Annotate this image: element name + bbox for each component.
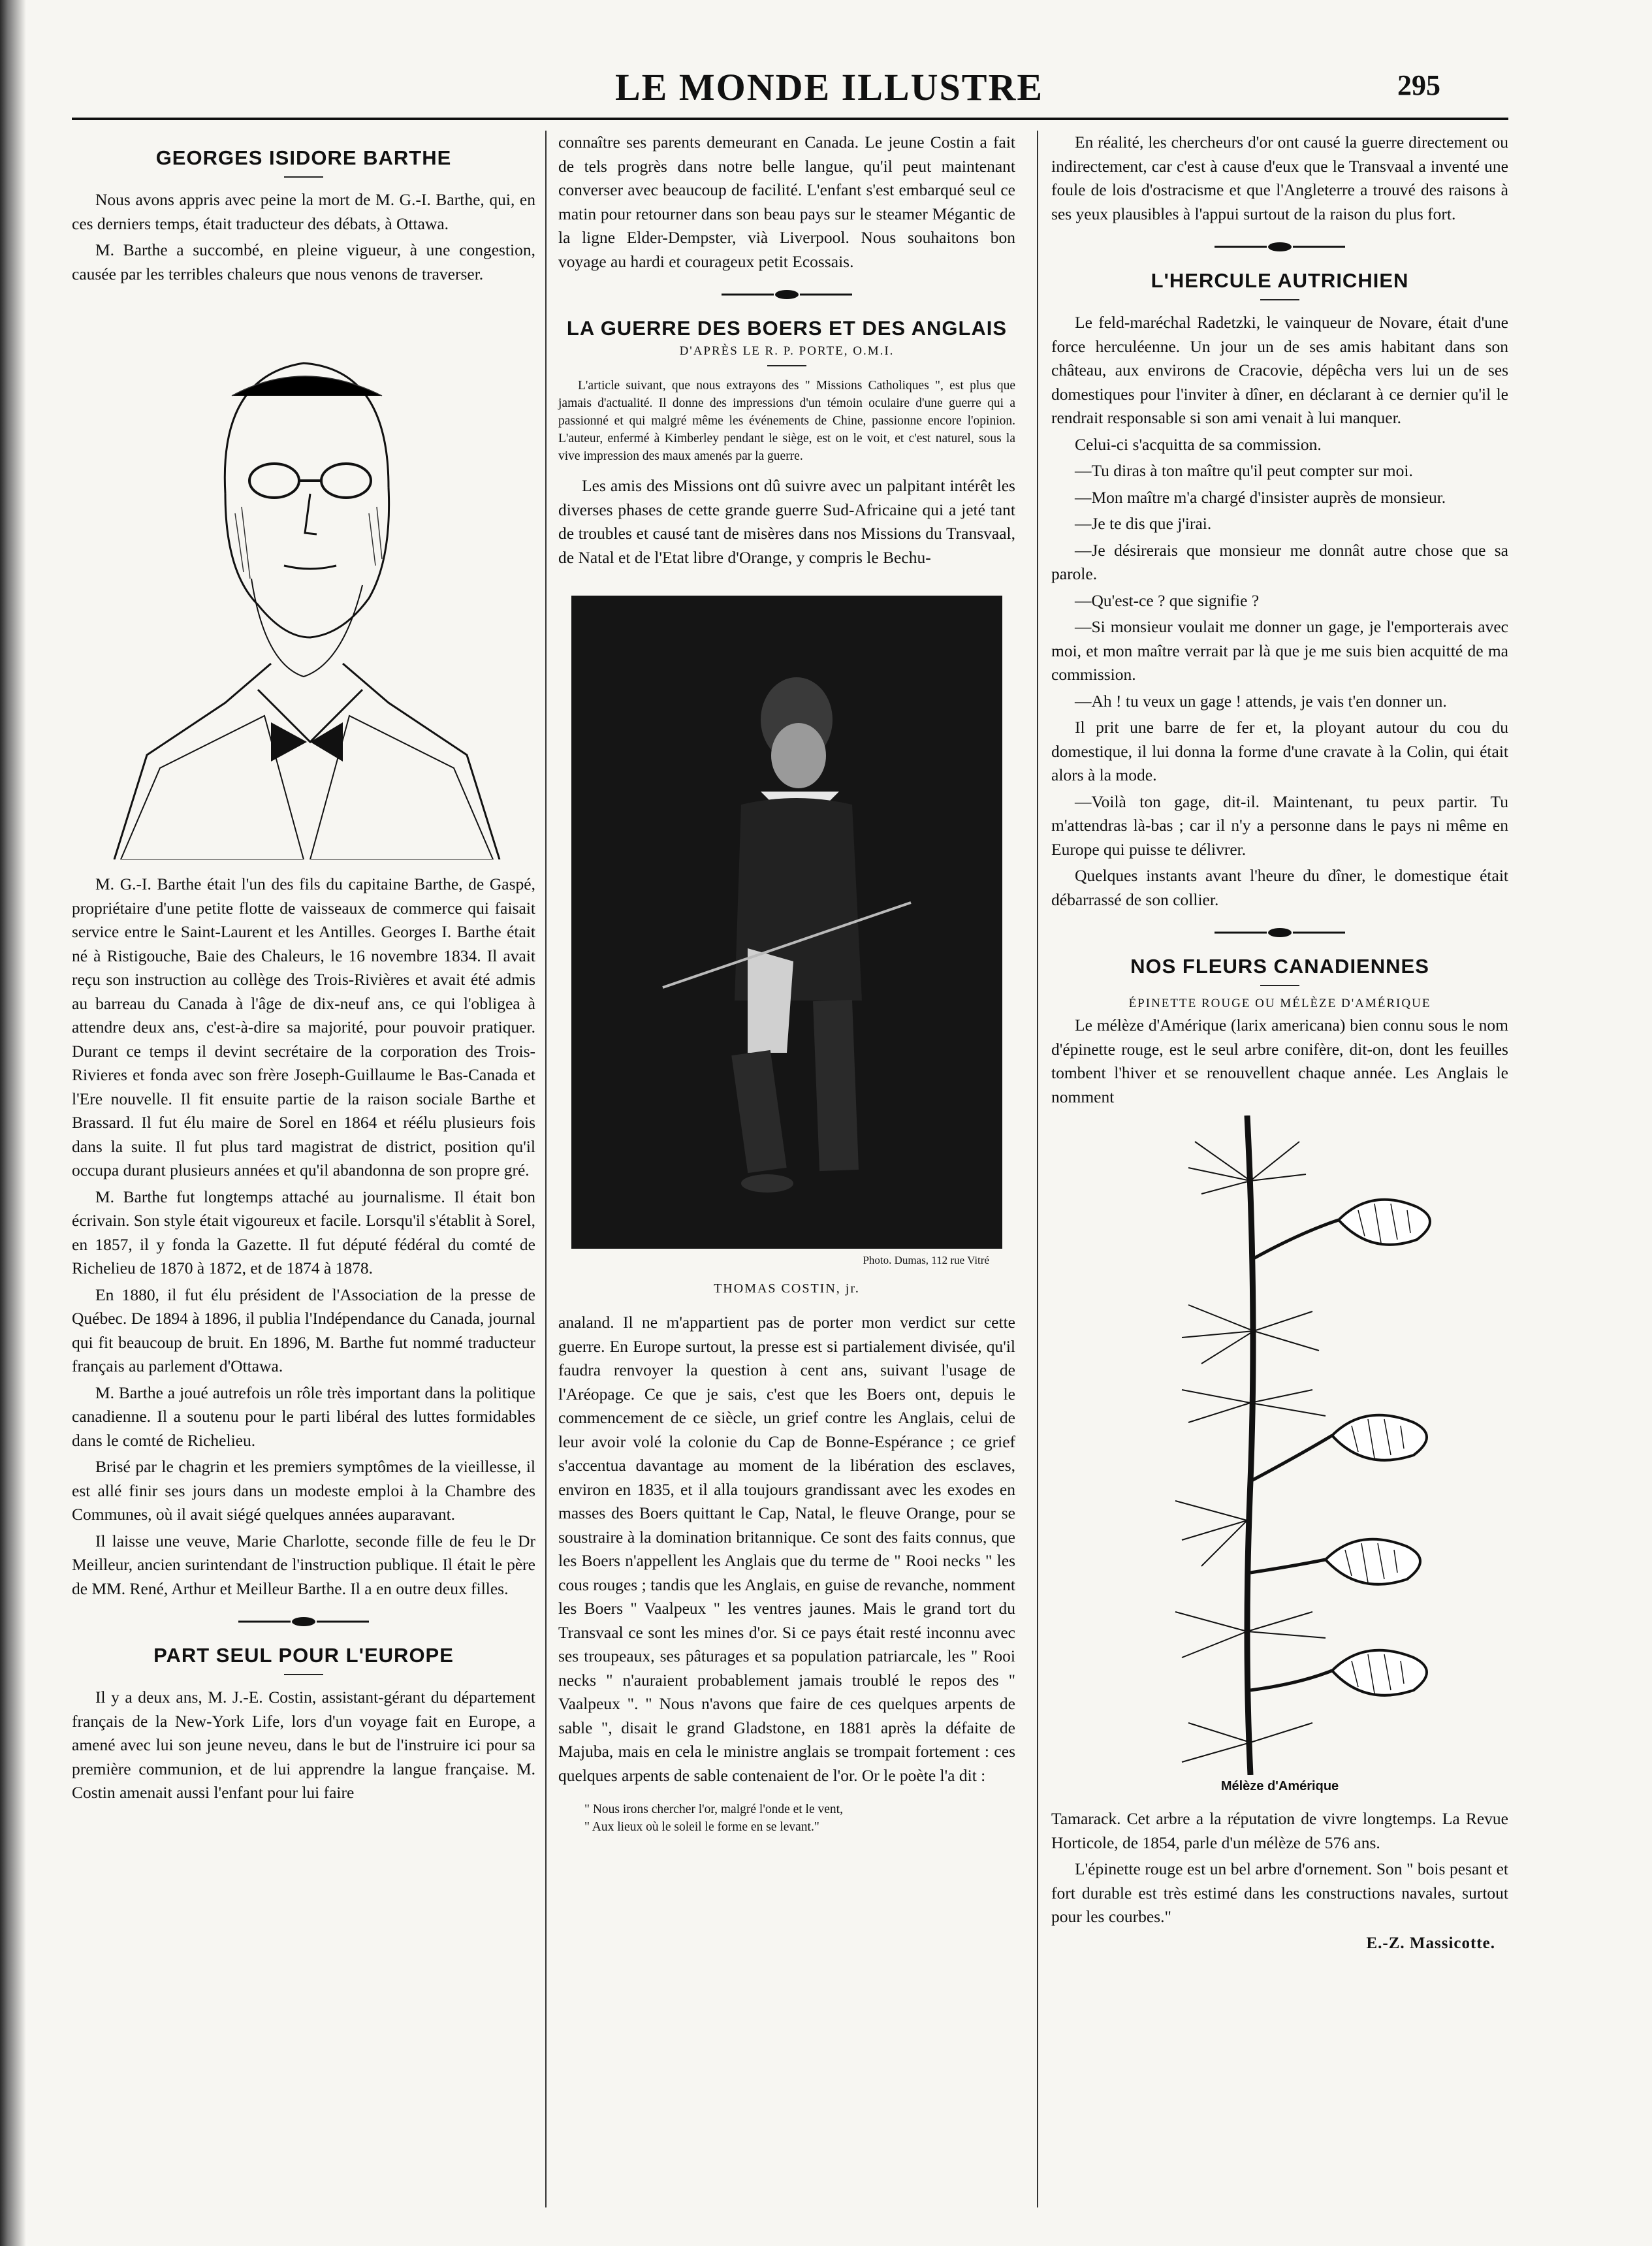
paragraph: analand. Il ne m'appartient pas de porter mon verdict sur cette guerre. En Europe surtout, la presse est si partialement divisée, qu'il faudra renvoyer la question à cent ans, suivant l'usage de l'Aréopage. Ce que je sais, c'est que les Boers ont, depuis le commencement de ce siècle, un grief contre les Anglais, celui de leur avoir volé la colonie du Cap de Bonne-Espérance ; ce grief s'accentua davantage au moment de la libération des esclaves, environ en 1835, et il alla toujours grandissant avec les exodes en masses des Boers quittant le Cap, Natal, le fleuve Orange, pour se soustraire à la domination britannique. Ce sont des faits connus, que les Boers n'appellent les Anglais que du terme de " Rooi necks " les cous rouges ; tandis que les Anglais, en guise de revanche, nomment les Boers " Vaalpeux " les ventres jaunes. Mais le grand tort du Transvaal ce sont les mines d'or. Si ce pays était resté inconnu avec ses troupeaux, ses pâturages et sa population patriarcale, les " Rooi necks " n'auraient probablement jamais troublé le repos des " Vaalpeux ". " Nous n'avons que faire de ces quelques arpents de sable ", disait le grand Gladstone, en 1881 après la défaite de Majuba, mais en cela le ministre anglais se trompait fortement : ces quelques arpents de sable contenaient de l'or. Or le poète l'a dit : bbox=[558, 1313, 1015, 1785]
paragraph: —Je te dis que j'irai. bbox=[1075, 514, 1212, 533]
paragraph: Il prit une barre de fer et, la ployant autour du cou du domestique, il lui donna la forme d'une cravate à la Colin, qui était alors à la mode. bbox=[1051, 718, 1508, 784]
title-dash bbox=[767, 365, 806, 366]
ornament-divider bbox=[1208, 926, 1352, 939]
photo-caption: THOMAS COSTIN, jr. bbox=[714, 1281, 860, 1296]
binding-edge bbox=[0, 0, 26, 2246]
article-title-hercule: L'HERCULE AUTRICHIEN bbox=[1151, 269, 1409, 292]
verse-line: " Nous irons chercher l'or, malgré l'onde et le vent, bbox=[584, 1803, 843, 1816]
paragraph: Il laisse une veuve, Marie Charlotte, seconde fille de feu le Dr Meilleur, ancien surintendant de l'instruction publique. Il était le père de MM. René, Arthur et Meilleur Barthe. Il a en outre deux filles. bbox=[72, 1531, 535, 1598]
photograph-boy bbox=[571, 596, 1002, 1249]
paragraph: Quelques instants avant l'heure du dîner, le domestique était débarrassé de son collier. bbox=[1051, 866, 1508, 909]
article-subtitle: D'APRÈS LE R. P. PORTE, O.M.I. bbox=[679, 344, 895, 358]
photo-credit: Photo. Dumas, 112 rue Vitré bbox=[863, 1254, 989, 1266]
ornament-divider bbox=[232, 1615, 375, 1628]
paragraph: —Ah ! tu veux un gage ! attends, je vais t'en donner un. bbox=[1075, 691, 1447, 711]
masthead: LE MONDE ILLUSTRE bbox=[614, 66, 1044, 108]
paragraph: —Voilà ton gage, dit-il. Maintenant, tu peux partir. Tu m'attendras là-bas ; car il n'y a personne dans le pays ni même en Europe qui puisse te délivrer. bbox=[1051, 792, 1508, 859]
figure-caption: Mélèze d'Amérique bbox=[1220, 1779, 1339, 1793]
paragraph: M. Barthe a succombé, en pleine vigueur, à une congestion, causée par les terribles chaleurs que nous venons de traverser. bbox=[72, 240, 535, 283]
verse-line: " Aux lieux où le soleil le forme en se levant." bbox=[584, 1820, 819, 1834]
paragraph: Celui-ci s'acquitta de sa commission. bbox=[1075, 434, 1322, 454]
paragraph: —Si monsieur voulait me donner un gage, je l'emporterais avec moi, et mon maître verrait par là que je me suis bien acquitté de ma commission. bbox=[1051, 617, 1508, 684]
paragraph: M. Barthe a joué autrefois un rôle très important dans la politique canadienne. Il a soutenu pour le parti libéral des luttes formidables dans le comté de Richelieu. bbox=[72, 1383, 535, 1450]
photo-frame bbox=[571, 596, 1002, 1275]
column-1 bbox=[72, 131, 535, 1808]
paragraph: —Tu diras à ton maître qu'il peut compter sur moi. bbox=[1075, 461, 1413, 480]
paragraph: Il y a deux ans, M. J.-E. Costin, assistant-gérant du département français de la New-York Life, lors d'un voyage fait en Europe, a amené avec lui son jeune neveu, dans le but de l'instruire ici pour sa première communion, et de lui apprendre la langue française. M. Costin amenait aussi l'enfant pour lui faire bbox=[72, 1688, 535, 1802]
title-dash bbox=[284, 176, 323, 178]
article-subtitle: ÉPINETTE ROUGE OU MÉLÈZE D'AMÉRIQUE bbox=[1128, 997, 1431, 1010]
column-3 bbox=[1051, 131, 1508, 1953]
ornament-divider bbox=[715, 288, 859, 301]
paragraph: M. G.-I. Barthe était l'un des fils du capitaine Barthe, de Gaspé, propriétaire d'une petite flotte de vaisseaux de commerce qui faisait service entre le Saint-Laurent et les Antilles. Georges I. Barthe était né à Ristigouche, Baie des Chaleurs, le 16 novembre 1834. Il avait reçu son instruction au collège des Trois-Rivières et avait été admis au barreau du Canada à l'âge de dix-neuf ans, ce qui l'obligea à attendre deux ans, c'est-à-dire sa majorité, pour pouvoir pratiquer. Durant ce temps il devint secrétaire de la corporation des Trois-Rivieres et fonda avec son frère Joseph-Guillaume le Bas-Canada et l'Ere nouvelle. Il fit ensuite partie de la raison sociale Barthe et Brassard. Il fut élu maire de Sorel en 1864 et réélu plusieurs fois dans la suite. Il fut plus tard magistrat de district, position qu'il occupa durant plusieurs années et qu'il abandonna de son propre gré. bbox=[72, 874, 535, 1179]
portrait-engraving bbox=[95, 298, 513, 859]
paragraph: Nous avons appris avec peine la mort de M. G.-I. Barthe, qui, en ces derniers temps, était traducteur des débats, à Ottawa. bbox=[72, 190, 535, 233]
column-2 bbox=[558, 131, 1015, 1836]
article-title-europe: PART SEUL POUR L'EUROPE bbox=[153, 1644, 454, 1667]
article-title-fleurs: NOS FLEURS CANADIENNES bbox=[1130, 955, 1429, 978]
paragraph: En réalité, les chercheurs d'or ont causé la guerre directement ou indirectement, car c'est à cause d'eux que le Transvaal a inventé une foule de lois d'ostracisme et que l'Angleterre a trouvé des raisons à ses yeux plausibles à l'appui surtout de la raison du plus fort. bbox=[1051, 133, 1508, 223]
paragraph: M. Barthe fut longtemps attaché au journalisme. Il était bon écrivain. Son style était vigoureux et facile. Lorsqu'il s'établit à Sorel, en 1857, il y fonda la Gazette. Il fut député fédéral du comté de Richelieu de 1870 à 1872, et de 1874 à 1878. bbox=[72, 1187, 535, 1277]
header-rule bbox=[72, 118, 1508, 120]
paragraph: —Qu'est-ce ? que signifie ? bbox=[1075, 590, 1260, 610]
paragraph: connaître ses parents demeurant en Canada. Le jeune Costin a fait de tels progrès dans notre belle langue, qu'il peut maintenant converser avec beaucoup de facilité. L'enfant s'est embarqué seul ce matin pour retourner dans son beau pays sur le steamer Mégantic de la ligne Elder-Dempster, vià Liverpool. Nous souhaitons bon voyage au hardi et courageux petit Ecossais. bbox=[558, 133, 1015, 271]
column-divider bbox=[545, 131, 547, 2207]
author-signature: E.-Z. Massicotte. bbox=[1366, 1934, 1495, 1952]
paragraph: L'épinette rouge est un bel arbre d'ornement. Son " bois pesant et fort durable est très estimé dans les constructions navales, surtout pour les courbes." bbox=[1051, 1859, 1508, 1926]
paragraph: Le mélèze d'Amérique (larix americana) bien connu sous le nom d'épinette rouge, est le seul arbre conifère, dit-on, dont les feuilles tombent l'hiver et se renouvellent chaque année. Les Anglais le nomment bbox=[1051, 1016, 1508, 1106]
page-number: 295 bbox=[1397, 69, 1440, 101]
ornament-divider bbox=[1208, 240, 1352, 253]
intro-paragraph: L'article suivant, que nous extrayons des " Missions Catholiques ", est plus que jamais d'actualité. Il donne des impressions d'un témoin oculaire d'une guerre qui a passionné et qui malgré même les événements de Chine, passionne encore l'opinion. L'auteur, enfermé à Kimberley pendant le siège, est on le voit, et c'est naturel, sous la vive impression des maux amenés par la guerre. bbox=[558, 379, 1015, 463]
paragraph: En 1880, il fut élu président de l'Association de la presse de Québec. De 1894 à 1896, il publia l'Indépendance du Canada, journal qui fit beaucoup de bruit. En 1896, M. Barthe fut nommé traducteur français au parlement d'Ottawa. bbox=[72, 1285, 535, 1375]
article-title-barthe: GEORGES ISIDORE BARTHE bbox=[155, 146, 452, 169]
paragraph: Les amis des Missions ont dû suivre avec un palpitant intérêt les diverses phases de cette grande guerre Sud-Africaine qui a jeté tant de troubles et causé tant de misères dans nos Missions du Transvaal, de Natal et de l'Etat libre d'Orange, y compris le Bechu- bbox=[558, 476, 1015, 567]
paragraph: Brisé par le chagrin et les premiers symptômes de la vieillesse, il est allé finir ses jours dans un modeste emploi à la Chambre des Communes, où il avait siégé quelques années auparavant. bbox=[72, 1457, 535, 1524]
title-dash bbox=[284, 1674, 323, 1675]
title-dash bbox=[1260, 299, 1299, 300]
column-divider bbox=[1037, 131, 1038, 2207]
article-title-boers: LA GUERRE DES BOERS ET DES ANGLAIS bbox=[566, 317, 1008, 340]
paragraph: —Mon maître m'a chargé d'insister auprès de monsieur. bbox=[1075, 487, 1446, 507]
title-dash bbox=[1260, 985, 1299, 986]
paragraph: Tamarack. Cet arbre a la réputation de vivre longtemps. La Revue Horticole, de 1854, parle d'un mélèze de 576 ans. bbox=[1051, 1809, 1508, 1852]
paragraph: —Je désirerais que monsieur me donnât autre chose que sa parole. bbox=[1051, 540, 1508, 583]
paragraph: Le feld-maréchal Radetzki, le vainqueur de Novare, était d'une force herculéenne. Un jour un de ses amis habitant dans son château, aux environs de Cracovie, dépêcha vers lui un de ses domestiques pour l'inviter à dîner, en déclarant à ce dernier qu'il le rendrait responsable si son ami venait à lui manquer. bbox=[1051, 313, 1508, 427]
larch-branch-illustration bbox=[1117, 1115, 1443, 1775]
